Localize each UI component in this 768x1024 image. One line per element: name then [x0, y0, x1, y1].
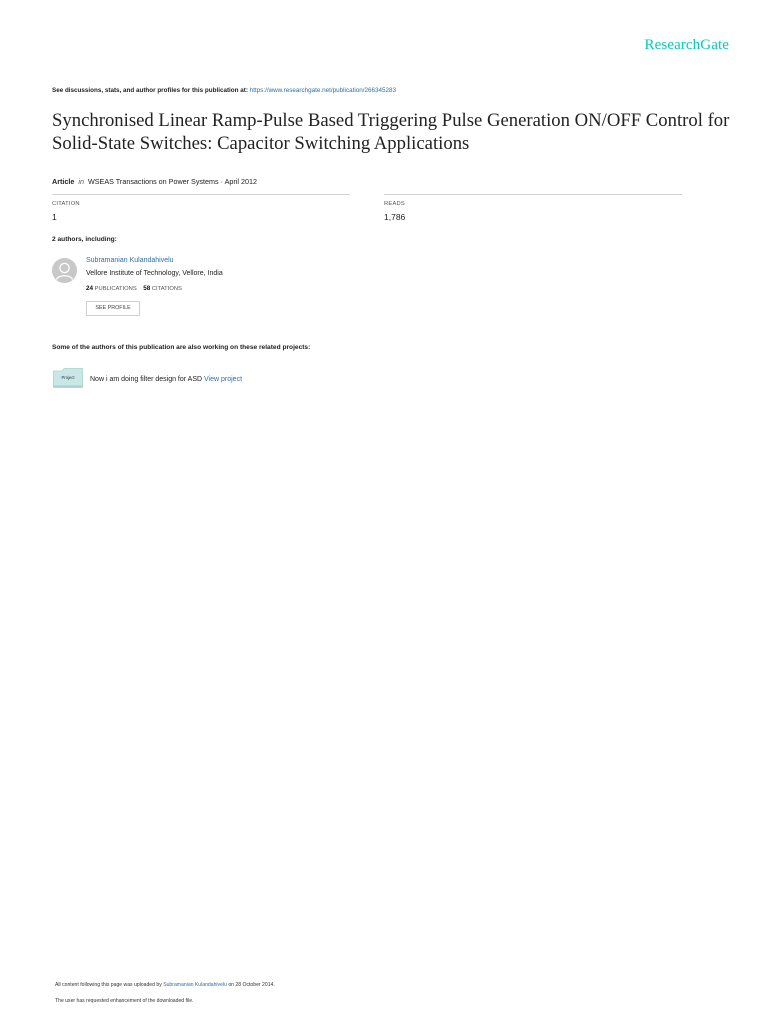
- publication-in: in: [78, 177, 84, 186]
- enhancement-note: The user has requested enhancement of the downloaded file.: [55, 998, 194, 1004]
- author-name-link[interactable]: Subramanian Kulandahivelu: [86, 257, 174, 264]
- author-citations-count: 58: [143, 285, 151, 292]
- author-publications-label: PUBLICATIONS: [94, 286, 137, 292]
- see-profile-button[interactable]: SEE PROFILE: [86, 301, 140, 316]
- uploader-link[interactable]: Subramanian Kulandahivelu: [163, 982, 227, 988]
- researchgate-logo[interactable]: ResearchGate: [644, 37, 729, 53]
- author-avatar[interactable]: [52, 258, 77, 283]
- citation-label: CITATION: [52, 201, 80, 207]
- user-silhouette-icon: [52, 258, 77, 283]
- reads-label: READS: [384, 201, 405, 207]
- author-stats: [86, 285, 182, 292]
- project-item: [90, 376, 242, 383]
- discussion-prefix: See discussions, stats, and author profiles for this publication at:: [52, 87, 248, 94]
- publication-type: Article: [52, 177, 75, 186]
- discussion-banner: [52, 87, 396, 94]
- upload-prefix: All content following this page was uploaded by: [55, 982, 162, 988]
- publication-meta: [52, 177, 257, 186]
- reads-value: 1,786: [384, 212, 406, 222]
- authors-heading: 2 authors, including:: [52, 236, 117, 243]
- project-icon-label: Project: [61, 375, 75, 380]
- project-folder-icon[interactable]: [53, 368, 83, 388]
- stats-divider-left: [52, 194, 350, 195]
- author-institution: Vellore Institute of Technology, Vellore, India: [86, 270, 223, 277]
- view-project-link[interactable]: View project: [204, 376, 243, 383]
- stats-divider-right: [384, 194, 682, 195]
- related-projects-heading: Some of the authors of this publication are also working on these related projects:: [52, 344, 311, 351]
- publication-venue-date: WSEAS Transactions on Power Systems · April 2012: [87, 177, 257, 186]
- publication-title: Synchronised Linear Ramp-Pulse Based Triggering Pulse Generation ON/OFF Control for Solid-State Switches: Capacitor Switching Applications: [52, 110, 730, 154]
- publication-url-link[interactable]: https://www.researchgate.net/publication/266345283: [249, 87, 397, 94]
- author-citations-label: CITATIONS: [151, 286, 182, 292]
- author-publications-count: 24: [86, 285, 94, 292]
- project-description: Now i am doing filter design for ASD: [90, 376, 203, 383]
- upload-note: [55, 982, 275, 988]
- citation-value: 1: [52, 212, 57, 222]
- upload-suffix: on 28 October 2014.: [228, 982, 275, 988]
